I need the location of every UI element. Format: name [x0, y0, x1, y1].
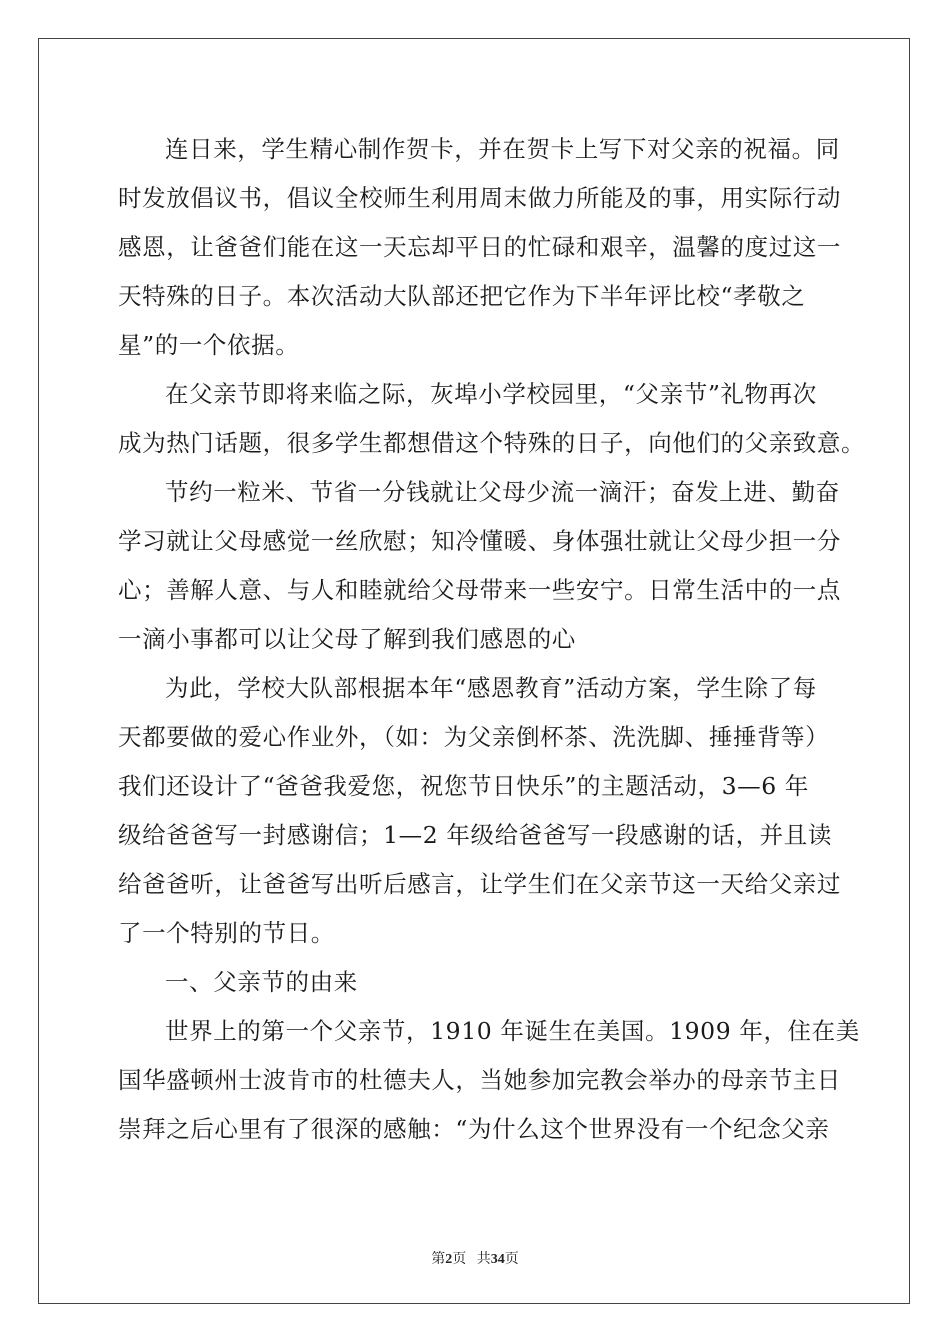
document-body	[118, 125, 866, 1154]
text-line: 星”的一个依据。	[118, 331, 300, 359]
text-line: 天都要做的爱心作业外，（如：为父亲倒杯茶、洗洗脚、捶捶背等）	[118, 723, 830, 751]
text-line: 我们还设计了“爸爸我爱您，祝您节日快乐”的主题活动，3—6 年	[118, 772, 809, 800]
text-line: 一滴小事都可以让父母了解到我们感恩的心	[118, 625, 576, 653]
footer-prefix: 第	[431, 1252, 446, 1267]
text-line: 成为热门话题，很多学生都想借这个特殊的日子，向他们的父亲致意。	[118, 429, 866, 457]
document-text	[118, 125, 866, 1154]
page-footer	[0, 1248, 950, 1268]
footer-total-prefix: 共	[476, 1252, 491, 1267]
text-line: 心；善解人意、与人和睦就给父母带来一些安宁。日常生活中的一点	[118, 576, 841, 604]
text-line: 了一个特别的节日。	[118, 919, 335, 947]
text-line: 崇拜之后心里有了很深的感触：“为什么这个世界没有一个纪念父亲	[118, 1115, 830, 1143]
text-line: 级给爸爸写一封感谢信；1—2 年级给爸爸写一段感谢的话，并且读	[118, 821, 832, 849]
text-line: 连日来，学生精心制作贺卡，并在贺卡上写下对父亲的祝福。同	[165, 135, 840, 163]
footer-page-suffix: 页	[452, 1252, 467, 1267]
text-line: 节约一粒米、节省一分钱就让父母少流一滴汗；奋发上进、勤奋	[165, 478, 840, 506]
text-line: 为此，学校大队部根据本年“感恩教育”活动方案，学生除了每	[165, 674, 817, 702]
text-line: 天特殊的日子。本次活动大队部还把它作为下半年评比校“孝敬之	[118, 282, 806, 310]
page-number: 2	[445, 1252, 453, 1267]
text-line: 世界上的第一个父亲节，1910 年诞生在美国。1909 年，住在美	[165, 1017, 860, 1045]
text-line: 感恩，让爸爸们能在这一天忘却平日的忙碌和艰辛，温馨的度过这一	[118, 233, 841, 261]
text-line: 在父亲节即将来临之际，灰埠小学校园里，“父亲节”礼物再次	[165, 380, 817, 408]
text-line: 学习就让父母感觉一丝欣慰；知冷懂暖、身体强壮就让父母少担一分	[118, 527, 841, 555]
text-line: 时发放倡议书，倡议全校师生利用周末做力所能及的事，用实际行动	[118, 184, 841, 212]
footer-total-suffix: 页	[504, 1252, 519, 1267]
total-pages: 34	[490, 1252, 505, 1267]
text-line: 国华盛顿州士波肯市的杜德夫人，当她参加完教会举办的母亲节主日	[118, 1066, 841, 1094]
section-heading: 一、父亲节的由来	[165, 968, 358, 996]
text-line: 给爸爸听，让爸爸写出听后感言，让学生们在父亲节这一天给父亲过	[118, 870, 841, 898]
